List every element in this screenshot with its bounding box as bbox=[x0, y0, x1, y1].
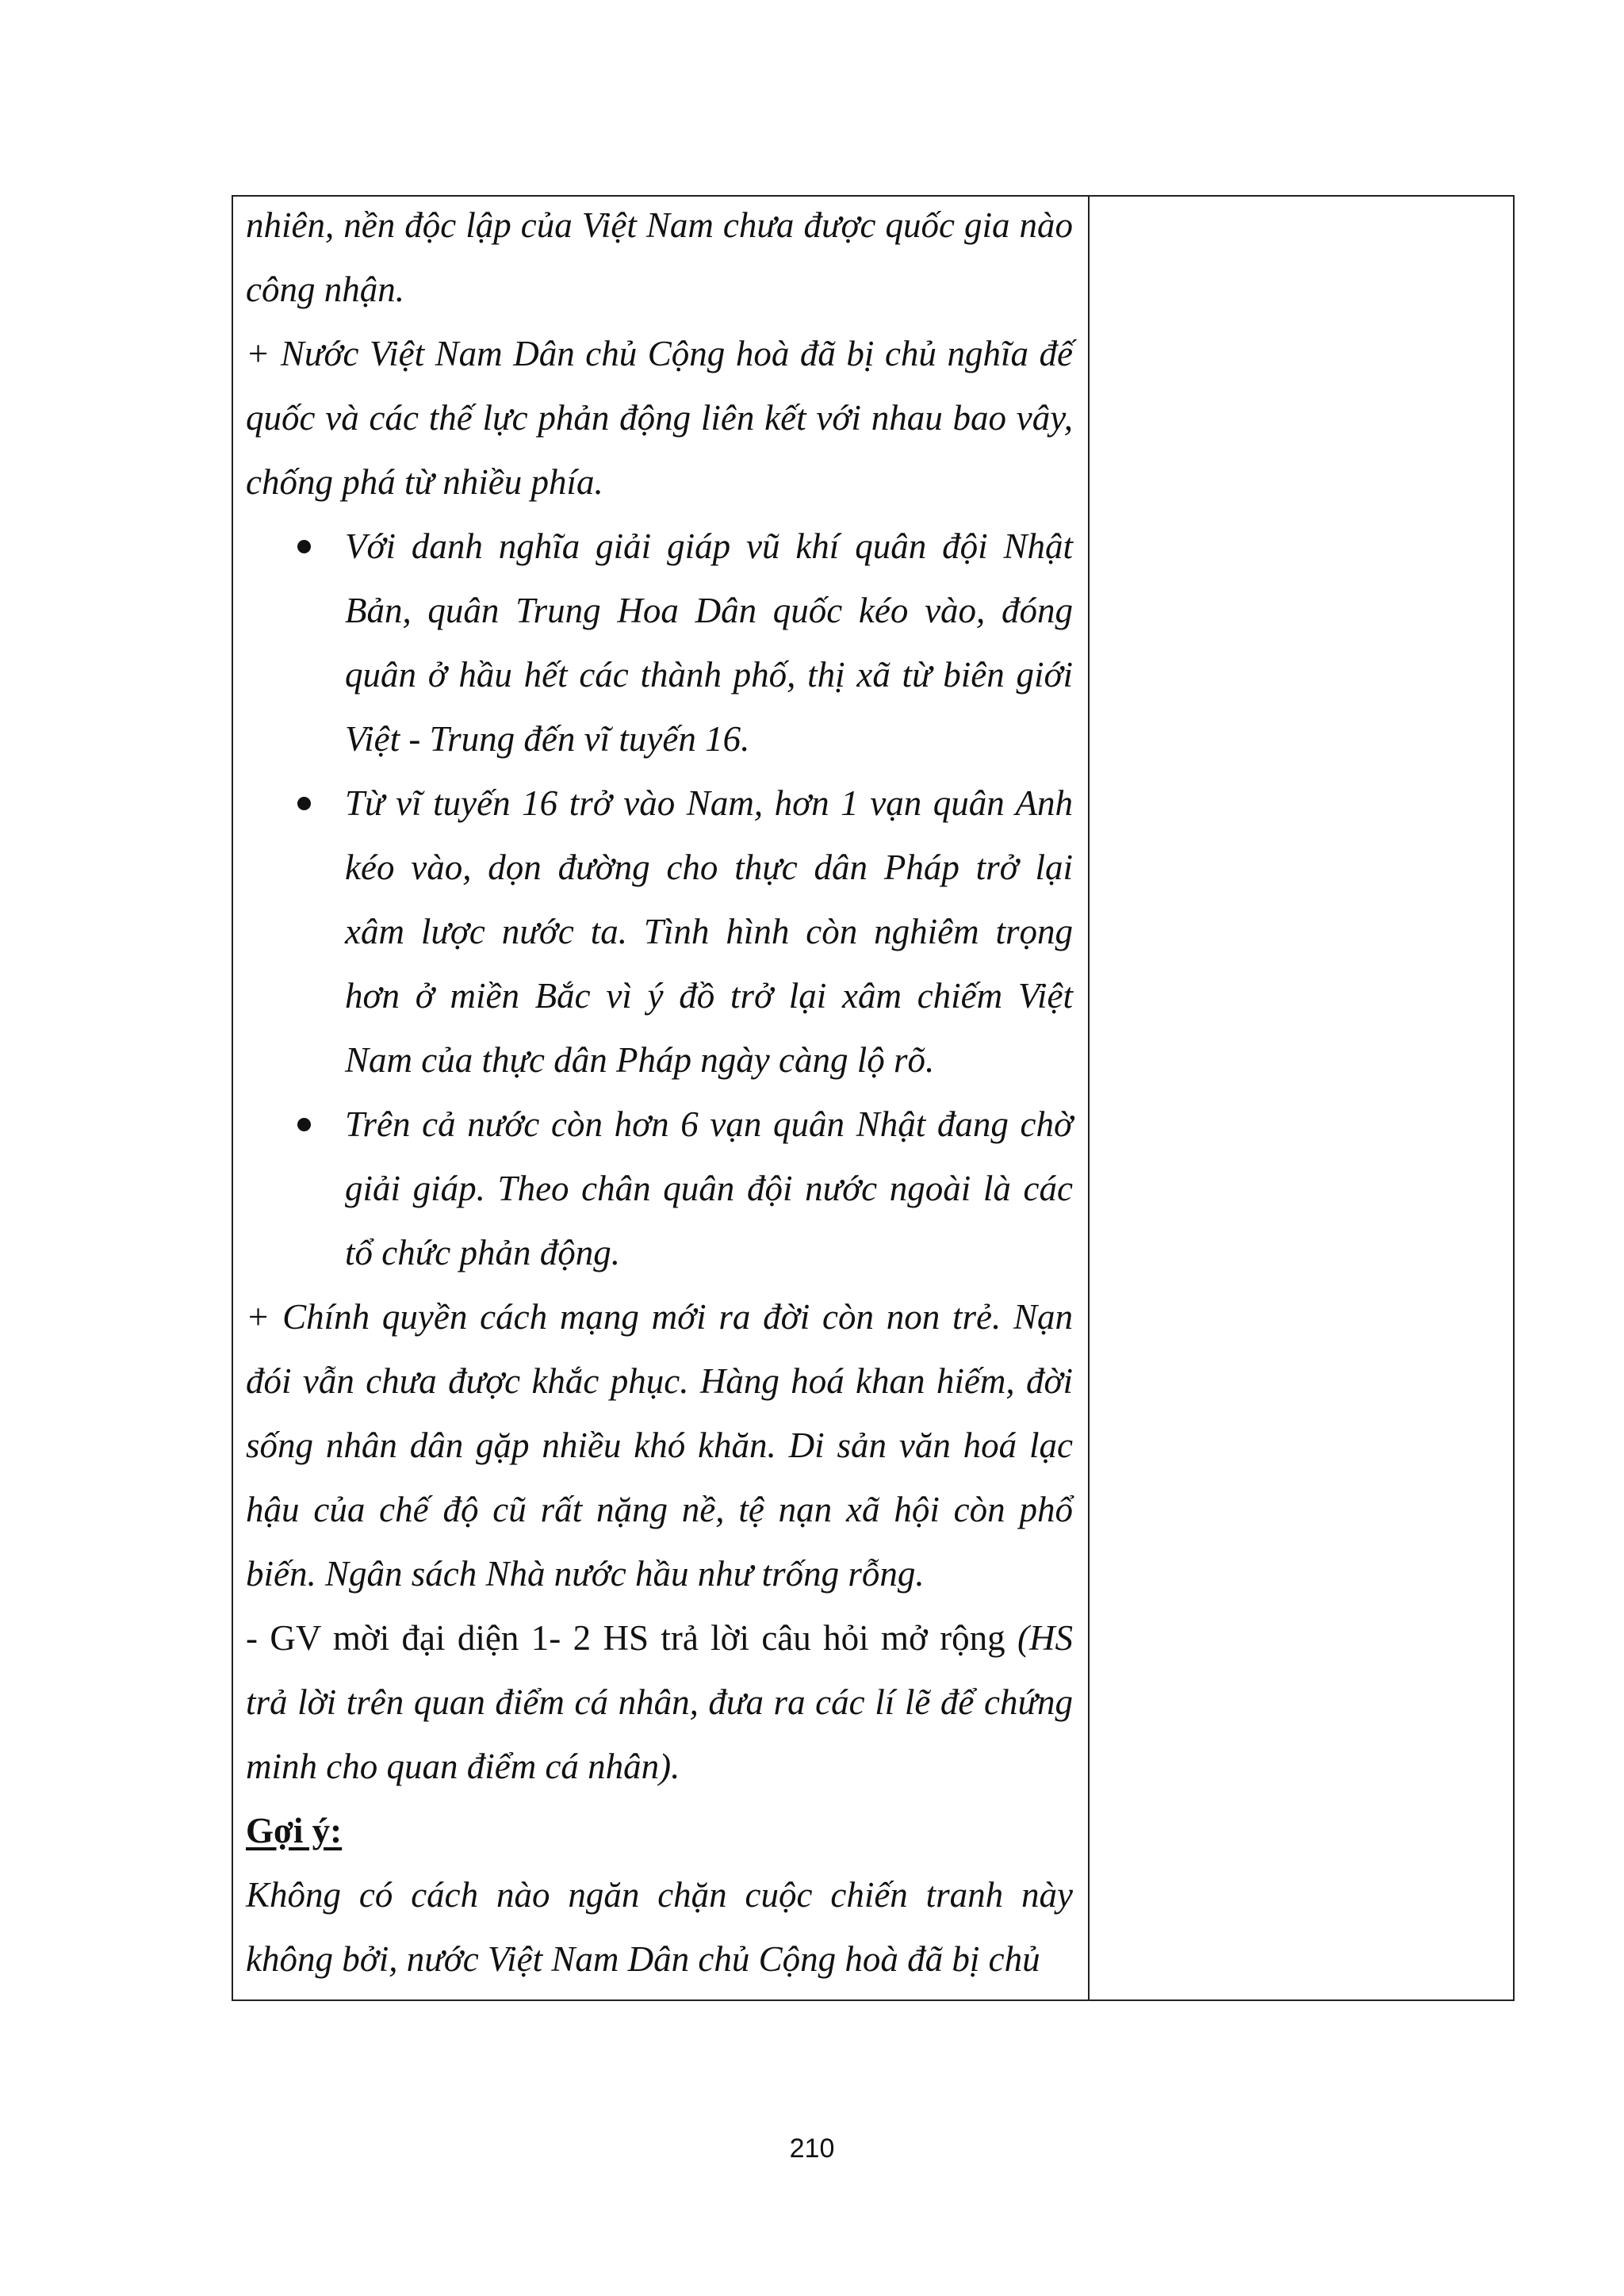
paragraph-hint-answer: Không có cách nào ngăn chặn cuộc chiến tranh này không bởi, nước Việt Nam Dân chủ Cộng hoà đã bị chủ bbox=[246, 1875, 1073, 1979]
list-item bbox=[246, 1093, 1073, 1285]
paragraph-independence-unrecognized: nhiên, nền độc lập của Việt Nam chưa được quốc gia nào công nhận. bbox=[246, 205, 1073, 309]
paragraph-teacher-instruction bbox=[246, 1606, 1073, 1799]
list-item-text: Từ vĩ tuyến 16 trở vào Nam, hơn 1 vạn quân Anh kéo vào, dọn đường cho thực dân Pháp trở lại xâm lược nước ta. Tình hình còn nghiêm trọng hơn ở miền Bắc vì ý đồ trở lại xâm chiếm Việt Nam của thực dân Pháp ngày càng lộ rõ. bbox=[345, 783, 1073, 1080]
bullet-icon bbox=[297, 797, 311, 810]
page-number: 210 bbox=[789, 2133, 835, 2164]
table-left-cell bbox=[246, 193, 1073, 1992]
list-item-text: Trên cả nước còn hơn 6 vạn quân Nhật đang chờ giải giáp. Theo chân quân đội nước ngoài là các tổ chức phản động. bbox=[345, 1104, 1073, 1272]
list-item-text: Với danh nghĩa giải giáp vũ khí quân đội Nhật Bản, quân Trung Hoa Dân quốc kéo vào, đóng quân ở hầu hết các thành phố, thị xã từ biên giới Việt - Trung đến vĩ tuyến 16. bbox=[345, 526, 1073, 759]
bullet-icon bbox=[297, 1118, 311, 1131]
hint-label: Gợi ý: bbox=[246, 1811, 343, 1850]
paragraph-encirclement: + Nước Việt Nam Dân chủ Cộng hoà đã bị chủ nghĩa đế quốc và các thế lực phản động liên kết với nhau bao vây, chống phá từ nhiều phía. bbox=[246, 334, 1073, 502]
table-right-cell bbox=[1090, 197, 1513, 1999]
bullet-icon bbox=[297, 540, 311, 553]
list-item bbox=[246, 771, 1073, 1093]
bullet-list-foreign-troops bbox=[246, 515, 1073, 1285]
student-answer-note: (HS trả lời trên quan điểm cá nhân, đưa ra các lí lẽ để chứng minh cho quan điểm cá nhân). bbox=[246, 1618, 1073, 1786]
paragraph-young-government: + Chính quyền cách mạng mới ra đời còn non trẻ. Nạn đói vẫn chưa được khắc phục. Hàng hoá khan hiếm, đời sống nhân dân gặp nhiều khó khăn. Di sản văn hoá lạc hậu của chế độ cũ rất nặng nề, tệ nạn xã hội còn phổ biến. Ngân sách Nhà nước hầu như trống rỗng. bbox=[246, 1297, 1073, 1594]
paragraph-hint-heading bbox=[246, 1799, 1073, 1863]
teacher-instruction-text: - GV mời đại diện 1- 2 HS trả lời câu hỏi mở rộng bbox=[246, 1618, 1005, 1658]
list-item bbox=[246, 515, 1073, 771]
